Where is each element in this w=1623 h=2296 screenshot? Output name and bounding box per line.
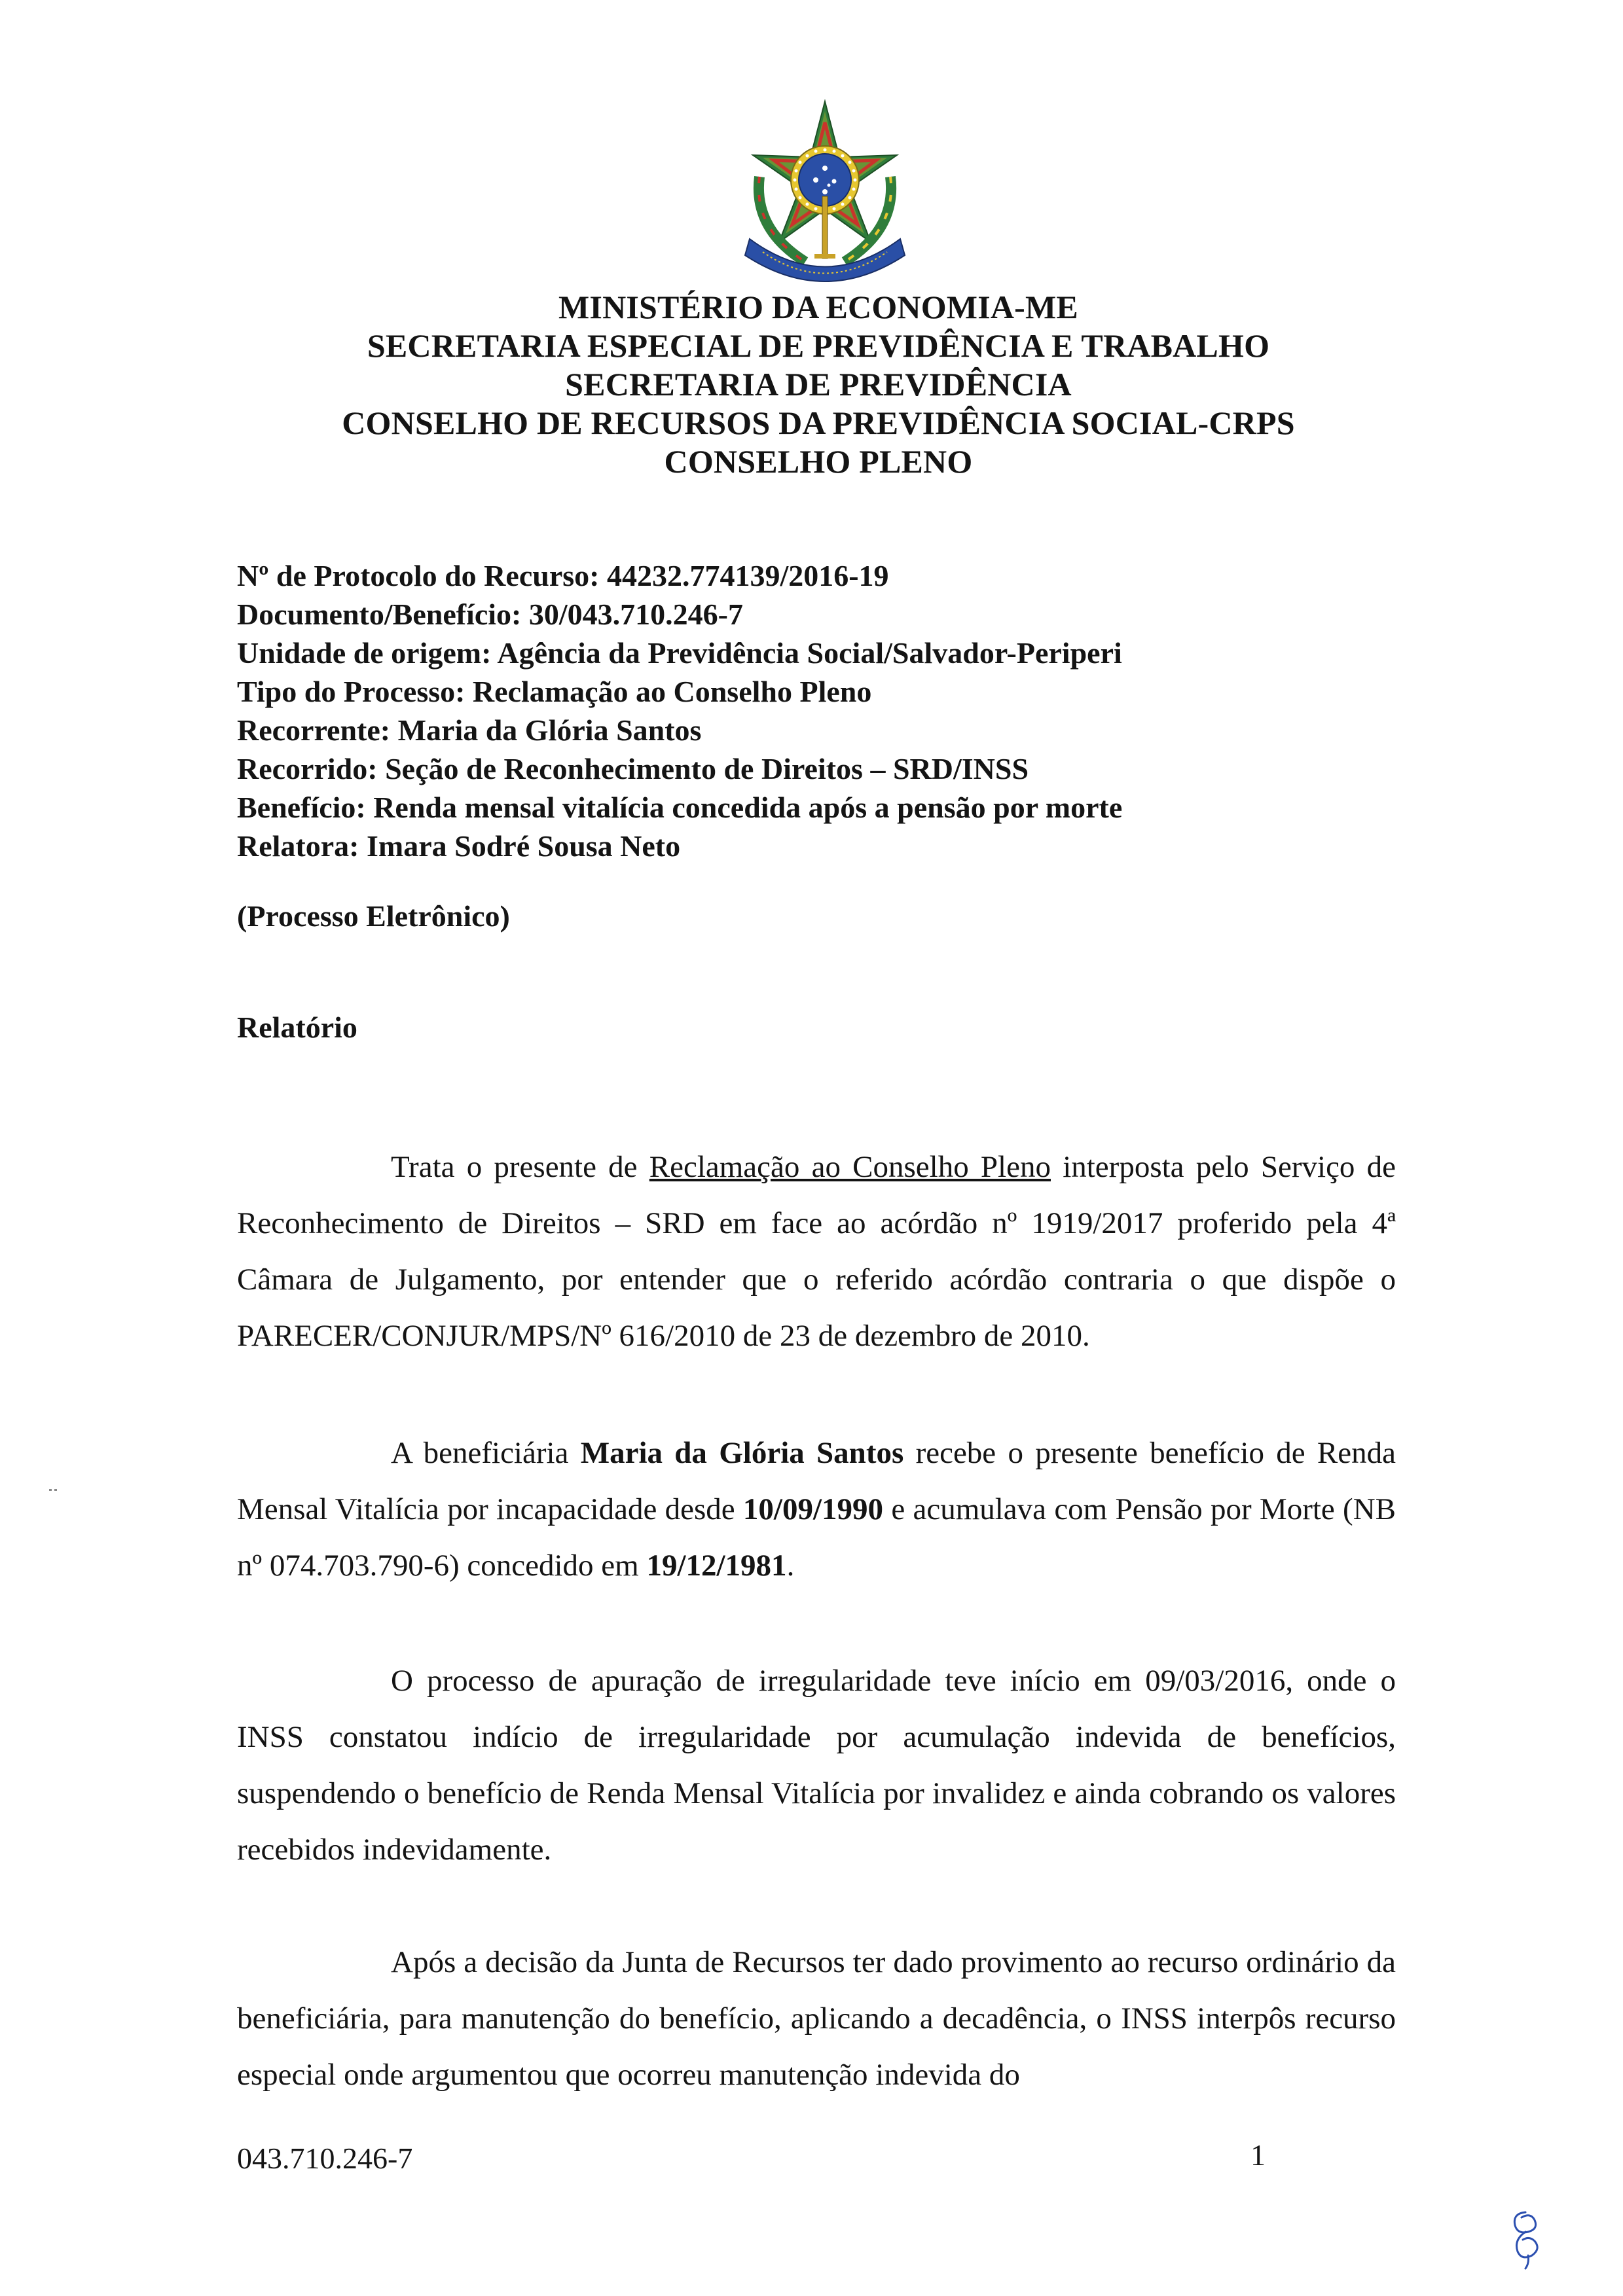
report-paragraph-2 (237, 1425, 1396, 1594)
paragraph-text: Trata o presente de (391, 1150, 649, 1184)
appellant: Recorrente: Maria da Glória Santos (237, 713, 702, 747)
rapporteur: Relatora: Imara Sodré Sousa Neto (237, 829, 681, 863)
report-paragraph-4: Após a decisão da Junta de Recursos ter dado provimento ao recurso ordinário da beneficiária, para manutenção do benefício, aplicando a decadência, o INSS interpôs recurso especial onde argumentou que ocorreu manutenção indevida do (237, 1945, 1396, 2092)
paragraph-text: interposta pelo Serviço de Reconhecimento de Direitos – SRD em face ao acórdão nº 1919/2017 proferido pela 4ª Câmara de Julgamento, por entender que o referido acórdão contraria o que dispõe o PARECER/CONJUR/MPS/Nº 616/2010 de 23 de dezembro de 2010. (237, 1150, 1396, 1353)
benefit-document: Documento/Benefício: 30/043.710.246-7 (237, 598, 743, 631)
header-council: CONSELHO DE RECURSOS DA PREVIDÊNCIA SOCIAL-CRPS (342, 404, 1295, 441)
header-special-secretariat: SECRETARIA ESPECIAL DE PREVIDÊNCIA E TRABALHO (367, 327, 1270, 364)
paragraph-text: recebe o presente benefício de Renda Mensal Vitalícia por incapacidade desde (237, 1436, 1396, 1526)
underlined-term: Reclamação ao Conselho Pleno (649, 1150, 1051, 1184)
pension-grant-date: 19/12/1981 (646, 1549, 787, 1583)
header-secretariat: SECRETARIA DE PREVIDÊNCIA (565, 366, 1072, 403)
process-type: Tipo do Processo: Reclamação ao Conselho Pleno (237, 675, 872, 708)
paragraph-text: A beneficiária (391, 1436, 581, 1470)
report-paragraph-3: O processo de apuração de irregularidade teve início em 09/03/2016, onde o INSS constatou indício de irregularidade por acumulação indevida de benefícios, suspendendo o benefício de Renda Mensal Vitalícia por invalidez e ainda cobrando os valores recebidos indevidamente. (237, 1664, 1396, 1867)
benefit-start-date: 10/09/1990 (742, 1492, 884, 1526)
header-plenary: CONSELHO PLENO (664, 443, 973, 480)
beneficiary-name: Maria da Glória Santos (580, 1436, 904, 1470)
brazil-coat-of-arms-icon (733, 98, 917, 288)
header-ministry: MINISTÉRIO DA ECONOMIA-ME (558, 289, 1078, 325)
appellee: Recorrido: Seção de Reconhecimento de Direitos – SRD/INSS (237, 752, 1029, 785)
paragraph-text: e acumulava com Pensão por Morte (NB nº 074.703.790-6) concedido em (237, 1492, 1396, 1583)
paragraph-text: . (786, 1549, 795, 1583)
section-heading-report: Relatório (237, 1011, 357, 1044)
margin-mark-icon (49, 1489, 58, 1492)
case-metadata (237, 556, 1415, 865)
origin-unit: Unidade de origem: Agência da Previdência Social/Salvador-Periperi (237, 636, 1122, 670)
footer-document-number: 043.710.246-7 (237, 2142, 413, 2175)
handwritten-initial-icon (1506, 2206, 1552, 2271)
protocol-number: Nº de Protocolo do Recurso: 44232.774139/2016-19 (237, 559, 889, 592)
document-header (196, 288, 1440, 481)
report-paragraph-1 (237, 1139, 1396, 1364)
benefit-description: Benefício: Renda mensal vitalícia concedida após a pensão por morte (237, 791, 1123, 824)
page-number: 1 (1250, 2138, 1266, 2172)
electronic-process-note: (Processo Eletrônico) (237, 899, 510, 933)
